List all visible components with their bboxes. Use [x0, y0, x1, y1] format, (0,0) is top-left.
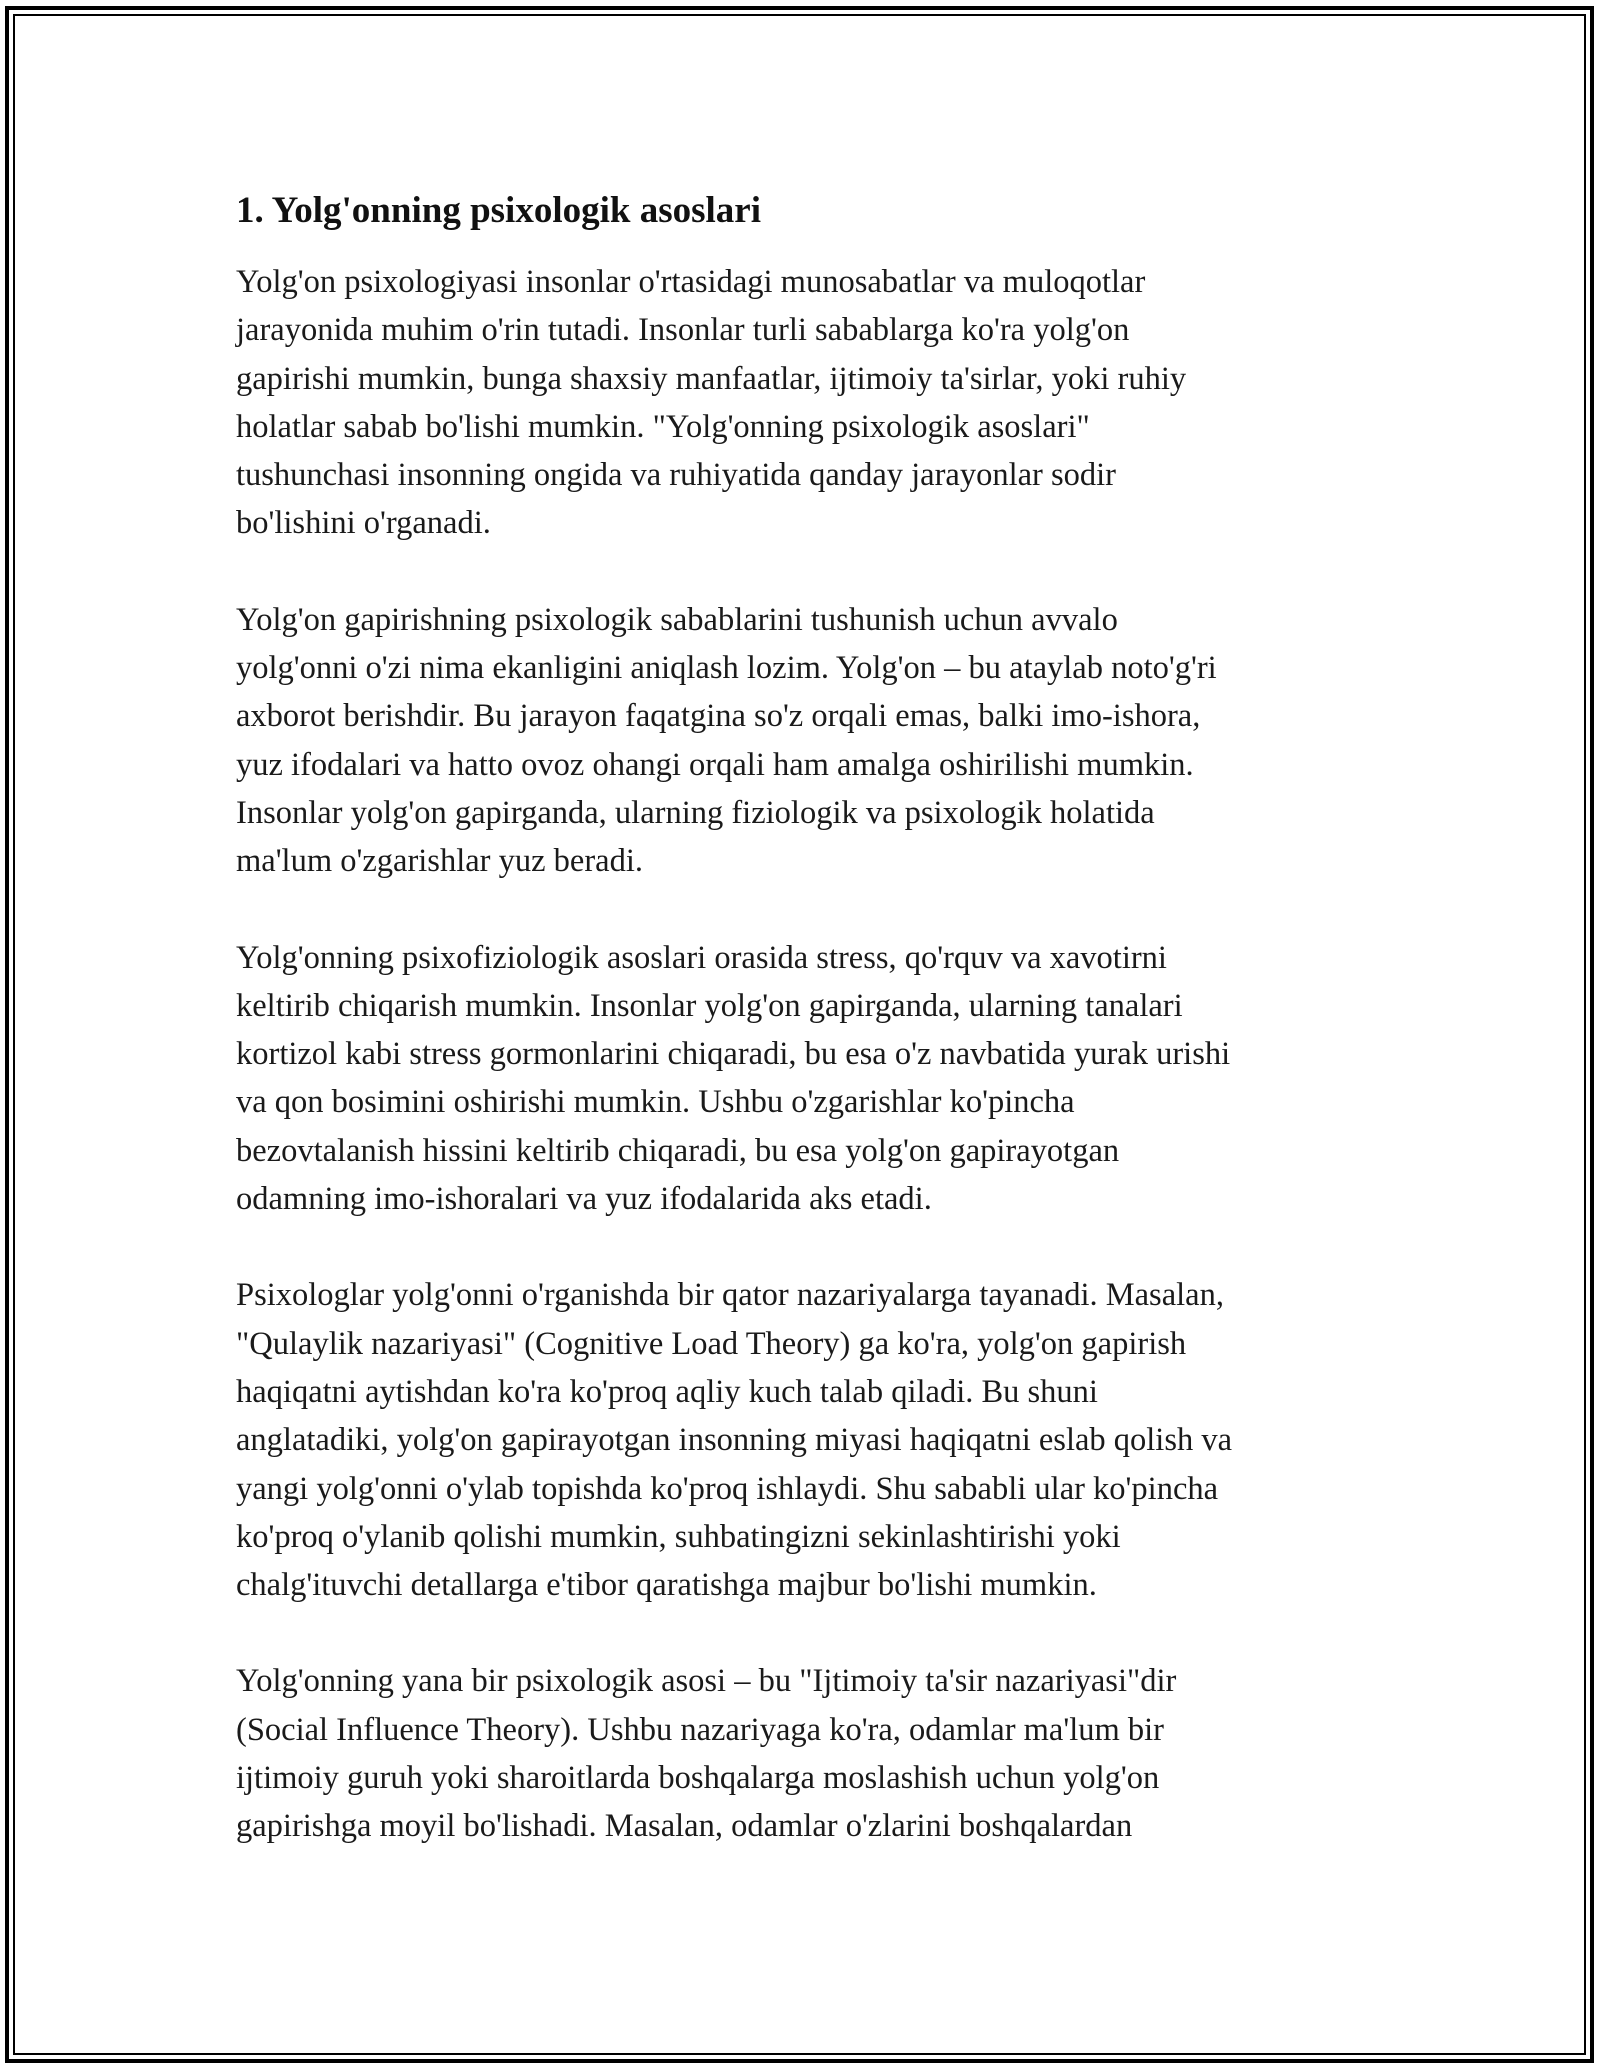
document-body [236, 186, 1376, 1899]
paragraph-5: Yolg'onning yana bir psixologik asosi – bu "Ijtimoiy ta'sir nazariyasi"dir (Social Influence Theory). Ushbu nazariyaga ko'ra, odamlar ma'lum bir ijtimoiy guruh yoki sharoitlarda boshqalarga moslashish uchun yolg'on gapirishga moyil bo'lishadi. Masalan, odamlar o'zlarini boshqalardan [236, 1663, 1177, 1845]
paragraph-2: Yolg'on gapirishning psixologik sabablarini tushunish uchun avvalo yolg'onni o'zi nima ekanligini aniqlash lozim. Yolg'on – bu ataylab noto'g'ri axborot berishdir. Bu jarayon faqatgina so'z orqali emas, balki imo-ishora, yuz ifodalari va hatto ovoz ohangi orqali ham amalga oshirilishi mumkin. Insonlar yolg'on gapirganda, ularning fiziologik va psixologik holatida ma'lum o'zgarishlar yuz beradi. [236, 601, 1217, 880]
paragraph-1: Yolg'on psixologiyasi insonlar o'rtasidagi munosabatlar va muloqotlar jarayonida muhim o'rin tutadi. Insonlar turli sabablarga ko'ra yolg'on gapirishi mumkin, bunga shaxsiy manfaatlar, ijtimoiy ta'sirlar, yoki ruhiy holatlar sabab bo'lishi mumkin. "Yolg'onning psixologik asoslari" tushunchasi insonning ongida va ruhiyatida qanday jarayonlar sodir bo'lishini o'rganadi. [236, 264, 1187, 542]
section-heading: 1. Yolg'onning psixologik asoslari [236, 190, 761, 231]
paragraph-4: Psixologlar yolg'onni o'rganishda bir qator nazariyalarga tayanadi. Masalan, "Qulaylik nazariyasi" (Cognitive Load Theory) ga ko'ra, yolg'on gapirish haqiqatni aytishdan ko'ra ko'proq aqliy kuch talab qiladi. Bu shuni anglatadiki, yolg'on gapirayotgan insonning miyasi haqiqatni eslab qolish va yangi yolg'onni o'ylab topishda ko'proq ishlaydi. Shu sababli ular ko'pincha ko'proq o'ylanib qolishi mumkin, suhbatingizni sekinlashtirishi yoki chalg'ituvchi detallarga e'tibor qaratishga majbur bo'lishi mumkin. [236, 1277, 1233, 1604]
paragraph-3: Yolg'onning psixofiziologik asoslari orasida stress, qo'rquv va xavotirni keltirib chiqarish mumkin. Insonlar yolg'on gapirganda, ularning tanalari kortizol kabi stress gormonlarini chiqaradi, bu esa o'z navbatida yurak urishi va qon bosimini oshirishi mumkin. Ushbu o'zgarishlar ko'pincha bezovtalanish hissini keltirib chiqaradi, bu esa yolg'on gapirayotgan odamning imo-ishoralari va yuz ifodalarida aks etadi. [236, 939, 1231, 1218]
